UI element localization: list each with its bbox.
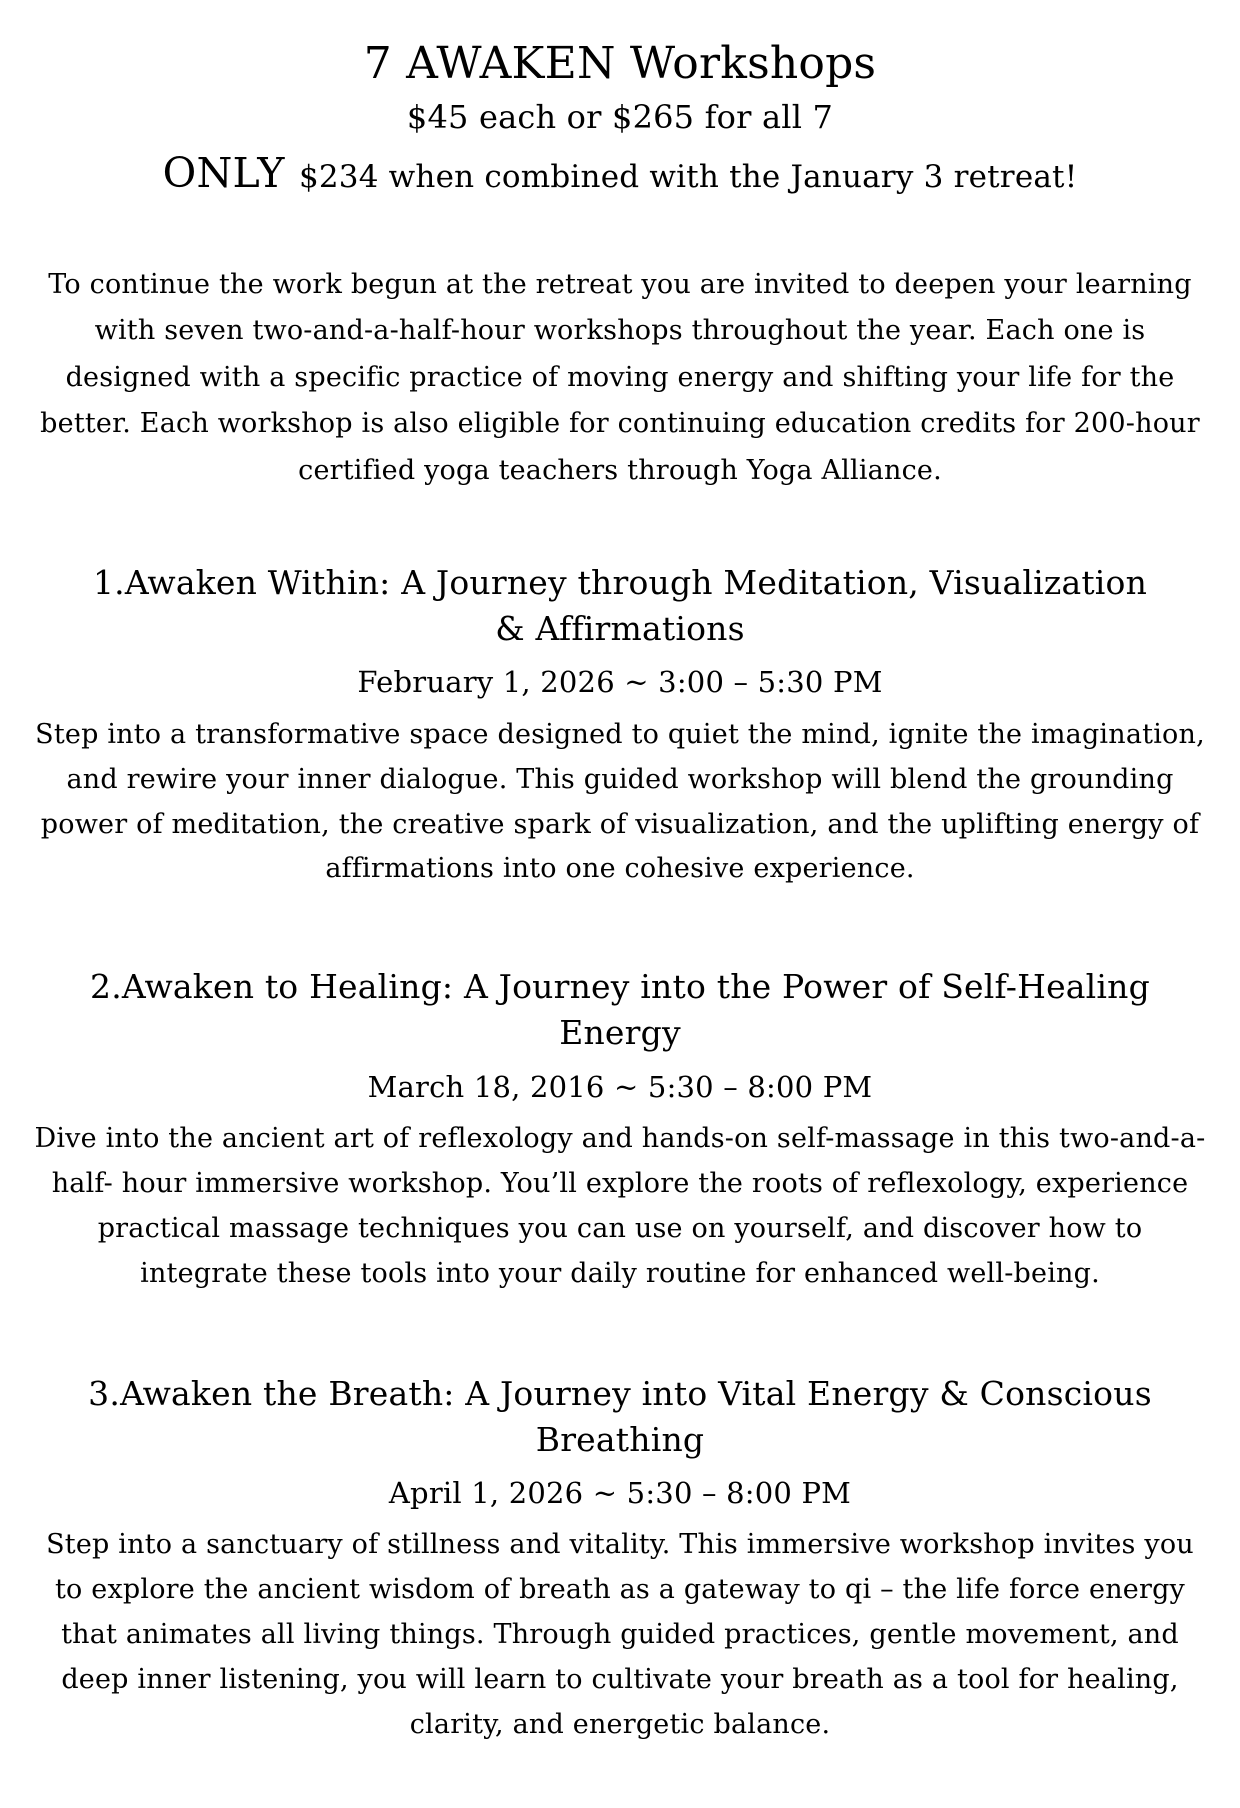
workshop-2-datetime: March 18, 2016 ~ 5:30 – 8:00 PM [367, 1069, 873, 1104]
offer-line [26, 147, 1214, 200]
intro-paragraph: To continue the work begun at the retreat you are invited to deepen your learning with seven two-and-a-half-hour workshops throughout the year. Each one is designed with a specific practice of moving energy and shifting your life for the better. Each workshop is also eligible for continuing education credits for 200-hour certified yoga teachers through Yoga Alliance. [40, 268, 1200, 486]
workshop-3-title [85, 1371, 1155, 1463]
workshop-1-description: Step into a transformative space designed to quiet the mind, ignite the imagination, and rewire your inner dialogue. This guided workshop will blend the grounding power of meditation, the creative spark of visualization, and the uplifting energy of affirmations into one cohesive experience. [35, 719, 1205, 885]
workshop-section-3 [26, 1371, 1214, 1748]
document-header [26, 36, 1214, 200]
workshop-2-description: Dive into the ancient art of reflexology and hands-on self-massage in this two-and-a- half- hour immersive workshop. You’ll explore the roots of reflexology, experience practical massage techniques you can use on yourself, and discover how to integrate these tools into your daily routine for enhanced well-being. [34, 1123, 1206, 1289]
workshop-1-datetime: February 1, 2026 ~ 3:00 – 5:30 PM [357, 665, 883, 700]
workshop-2-title [85, 964, 1155, 1056]
workshop-2-title-text: Awaken to Healing: A Journey into the Power of Self-Healing Energy [121, 967, 1150, 1053]
page-title: 7 AWAKEN Workshops [363, 38, 877, 89]
workshop-section-2 [26, 964, 1214, 1296]
offer-prefix: ONLY [162, 148, 285, 197]
workshop-3-description: Step into a sanctuary of stillness and vitality. This immersive workshop invites you to explore the ancient wisdom of breath as a gateway to qi – the life force energy that animates all living things. Through guided practices, gentle movement, and deep inner listening, you will learn to cultivate your breath as a tool for healing, clarity, and energetic balance. [46, 1529, 1194, 1740]
workshop-2-number: 2. [90, 967, 122, 1007]
workshop-3-number: 3. [88, 1373, 121, 1413]
workshop-1-number: 1. [92, 563, 125, 603]
workshop-1-title [85, 560, 1155, 652]
workshop-3-title-text: Awaken the Breath: A Journey into Vital Energy & Conscious Breathing [120, 1373, 1152, 1459]
workshop-3-datetime: April 1, 2026 ~ 5:30 – 8:00 PM [388, 1475, 852, 1510]
pricing-line: $45 each or $265 for all 7 [406, 98, 834, 136]
workshop-1-title-text: Awaken Within: A Journey through Meditation, Visualization & Affirmations [124, 563, 1148, 649]
workshop-section-1 [26, 560, 1214, 892]
offer-rest: $234 when combined with the January 3 retreat! [298, 158, 1078, 195]
